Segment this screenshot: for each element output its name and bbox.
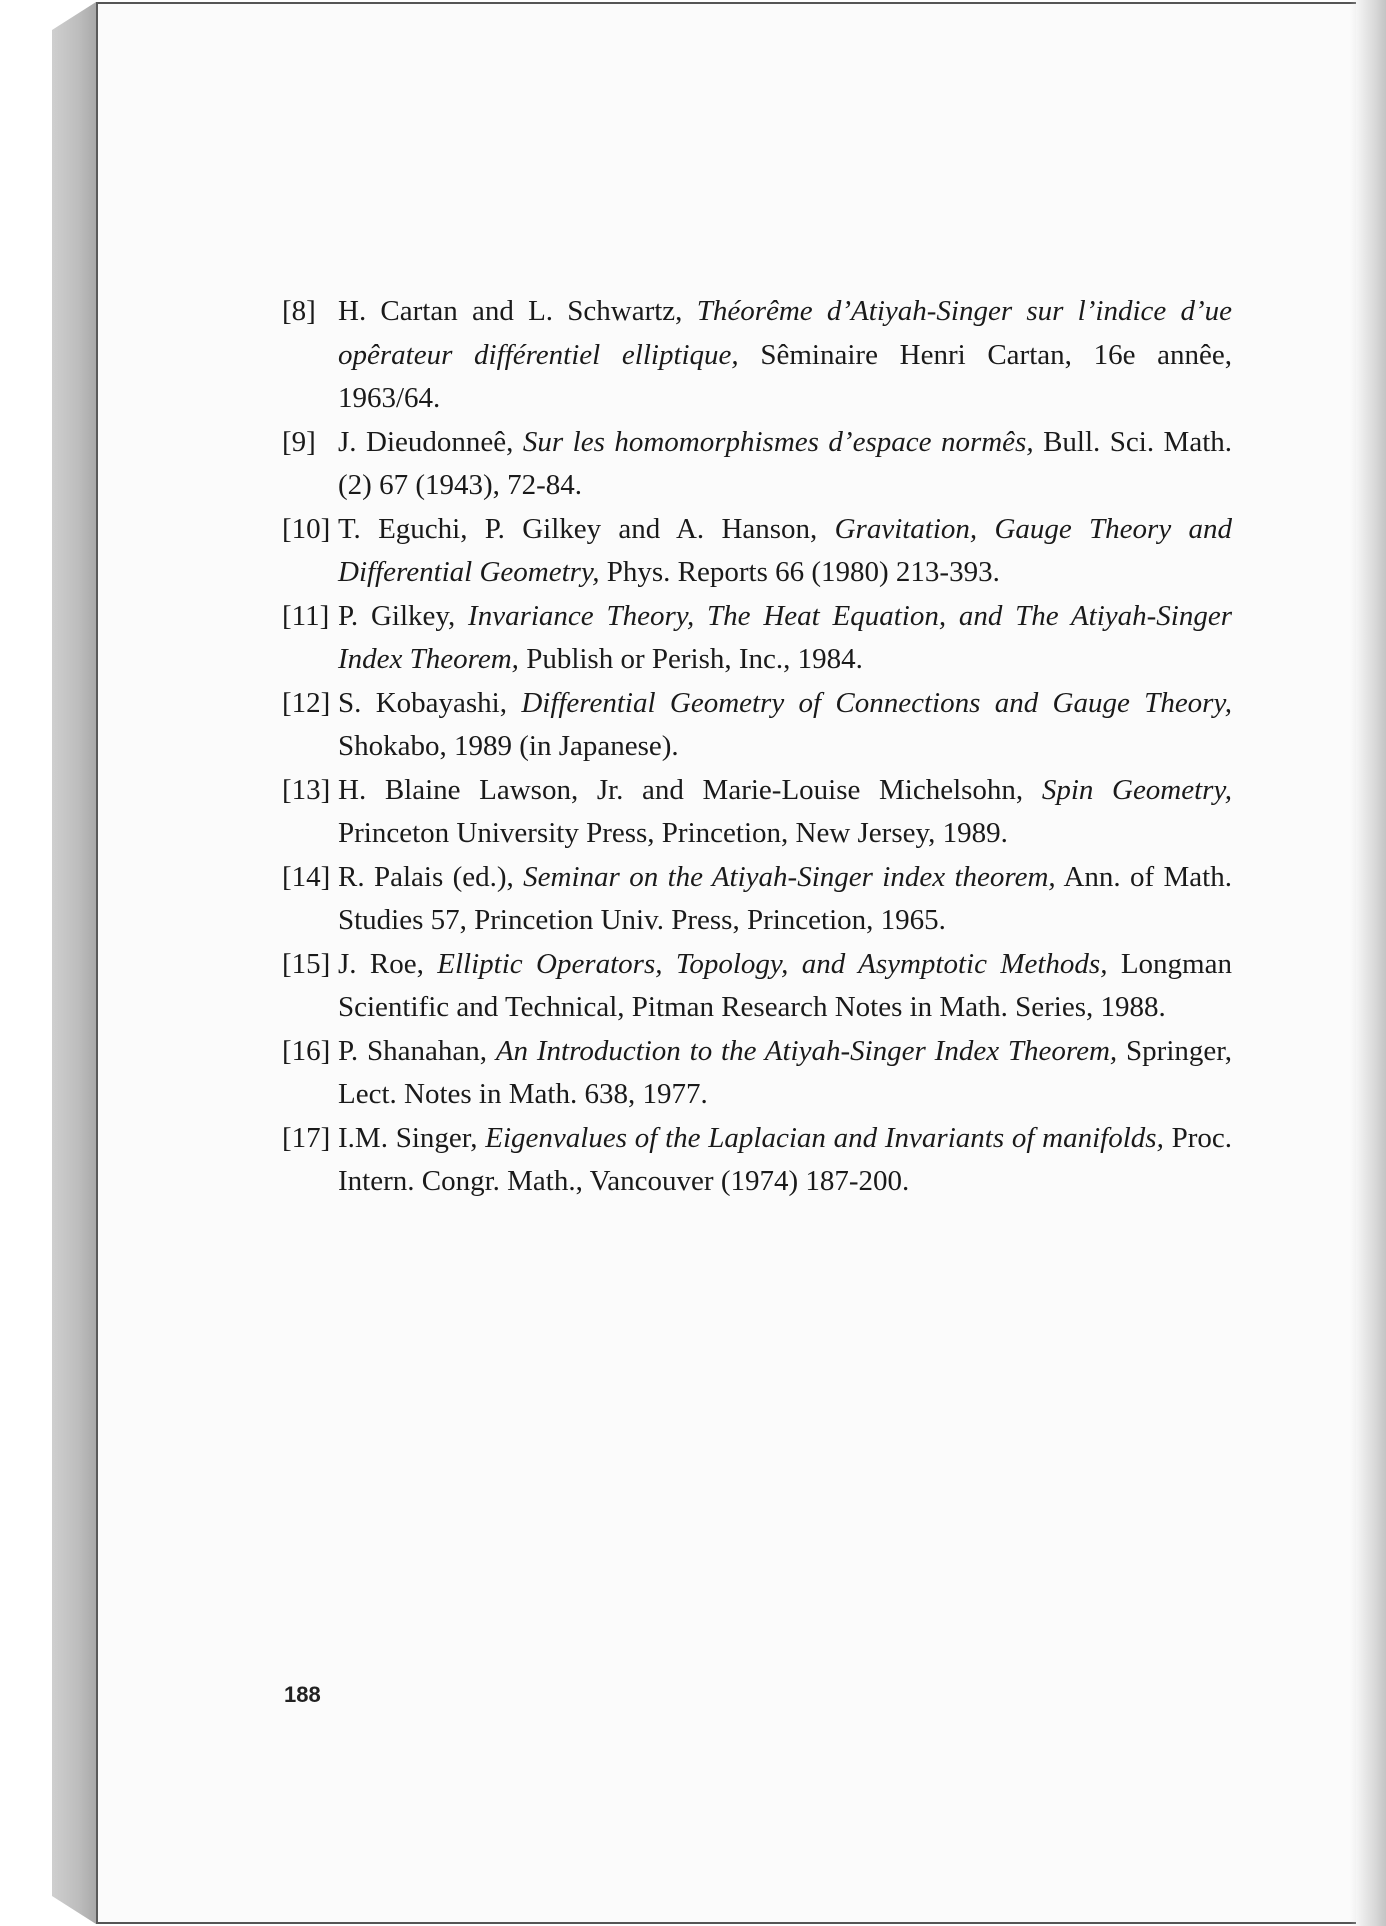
reference-publication: Phys. Reports 66 (1980) 213-393. — [606, 556, 1000, 588]
reference-publication: Springer, Lect. Notes in Math. 638, 1977. — [338, 1034, 1232, 1110]
reference-authors: T. Eguchi, P. Gilkey and A. Hanson, — [338, 512, 818, 545]
reference-item — [282, 1117, 1232, 1204]
reference-title: Gravitation, Gauge Theory and Differential Geometry, — [338, 512, 1232, 588]
reference-title: Elliptic Operators, Topology, and Asymptotic Methods, — [437, 947, 1108, 980]
reference-title: Théorême d’Atiyah-Singer sur l’indice d’ue opêrateur différentiel elliptique, — [338, 295, 1233, 371]
reference-publication: Ann. of Math. Studies 57, Princetion Univ. Press, Princetion, 1965. — [338, 860, 1232, 936]
reference-authors: H. Blaine Lawson, Jr. and Marie-Louise Michelsohn, — [338, 773, 1024, 806]
reference-item — [282, 769, 1232, 856]
reference-item — [282, 290, 1232, 421]
reference-item — [282, 508, 1232, 595]
reference-title: Differential Geometry of Connections and Gauge Theory, — [521, 686, 1232, 719]
reference-publication: Princeton University Press, Princetion, New Jersey, 1989. — [338, 817, 1008, 849]
reference-number: [15] — [282, 947, 331, 980]
reference-publication: Publish or Perish, Inc., 1984. — [526, 643, 863, 675]
reference-authors: P. Shanahan, — [338, 1034, 487, 1067]
reference-authors: R. Palais (ed.), — [338, 860, 514, 893]
reference-title: Invariance Theory, The Heat Equation, and The Atiyah-Singer Index Theorem, — [338, 599, 1232, 675]
reference-item — [282, 595, 1232, 682]
reference-list — [282, 290, 1232, 1204]
reference-publication: Shokabo, 1989 (in Japanese). — [338, 730, 679, 762]
reference-item — [282, 682, 1232, 769]
reference-number: [10] — [282, 512, 331, 545]
reference-title: Spin Geometry, — [1041, 773, 1232, 806]
book-spine — [52, 2, 96, 1924]
reference-authors: P. Gilkey, — [338, 599, 456, 632]
page-shadow — [1350, 0, 1386, 1926]
reference-number: [16] — [282, 1034, 331, 1067]
reference-title: An Introduction to the Atiyah-Singer Index Theorem, — [495, 1034, 1118, 1067]
reference-number: [14] — [282, 860, 331, 893]
reference-item — [282, 943, 1232, 1030]
reference-publication: Proc. Intern. Congr. Math., Vancouver (1974) 187-200. — [338, 1121, 1233, 1197]
reference-title: Seminar on the Atiyah-Singer index theorem, — [523, 860, 1056, 893]
reference-number: [8] — [282, 295, 316, 327]
reference-authors: I.M. Singer, — [338, 1121, 478, 1154]
reference-publication: Sêminaire Henri Cartan, 16e annêe, 1963/64. — [338, 338, 1232, 414]
reference-authors: H. Cartan and L. Schwartz, — [338, 295, 683, 327]
reference-publication: Bull. Sci. Math. (2) 67 (1943), 72-84. — [338, 425, 1233, 501]
page-number: 188 — [284, 1682, 321, 1707]
reference-authors: J. Dieudonneê, — [338, 425, 514, 458]
reference-number: [17] — [282, 1121, 331, 1154]
reference-item — [282, 1030, 1232, 1117]
reference-number: [13] — [282, 773, 331, 806]
reference-number: [11] — [282, 599, 330, 632]
reference-title: Sur les homomorphismes d’espace normês, — [522, 425, 1034, 458]
reference-item — [282, 856, 1232, 943]
reference-publication: Longman Scientific and Technical, Pitman Research Notes in Math. Series, 1988. — [338, 947, 1232, 1023]
reference-authors: J. Roe, — [338, 947, 424, 980]
reference-item — [282, 421, 1232, 508]
reference-title: Eigenvalues of the Laplacian and Invariants of manifolds, — [485, 1121, 1164, 1154]
reference-number: [9] — [282, 425, 316, 458]
reference-number: [12] — [282, 686, 331, 719]
reference-authors: S. Kobayashi, — [338, 686, 507, 719]
